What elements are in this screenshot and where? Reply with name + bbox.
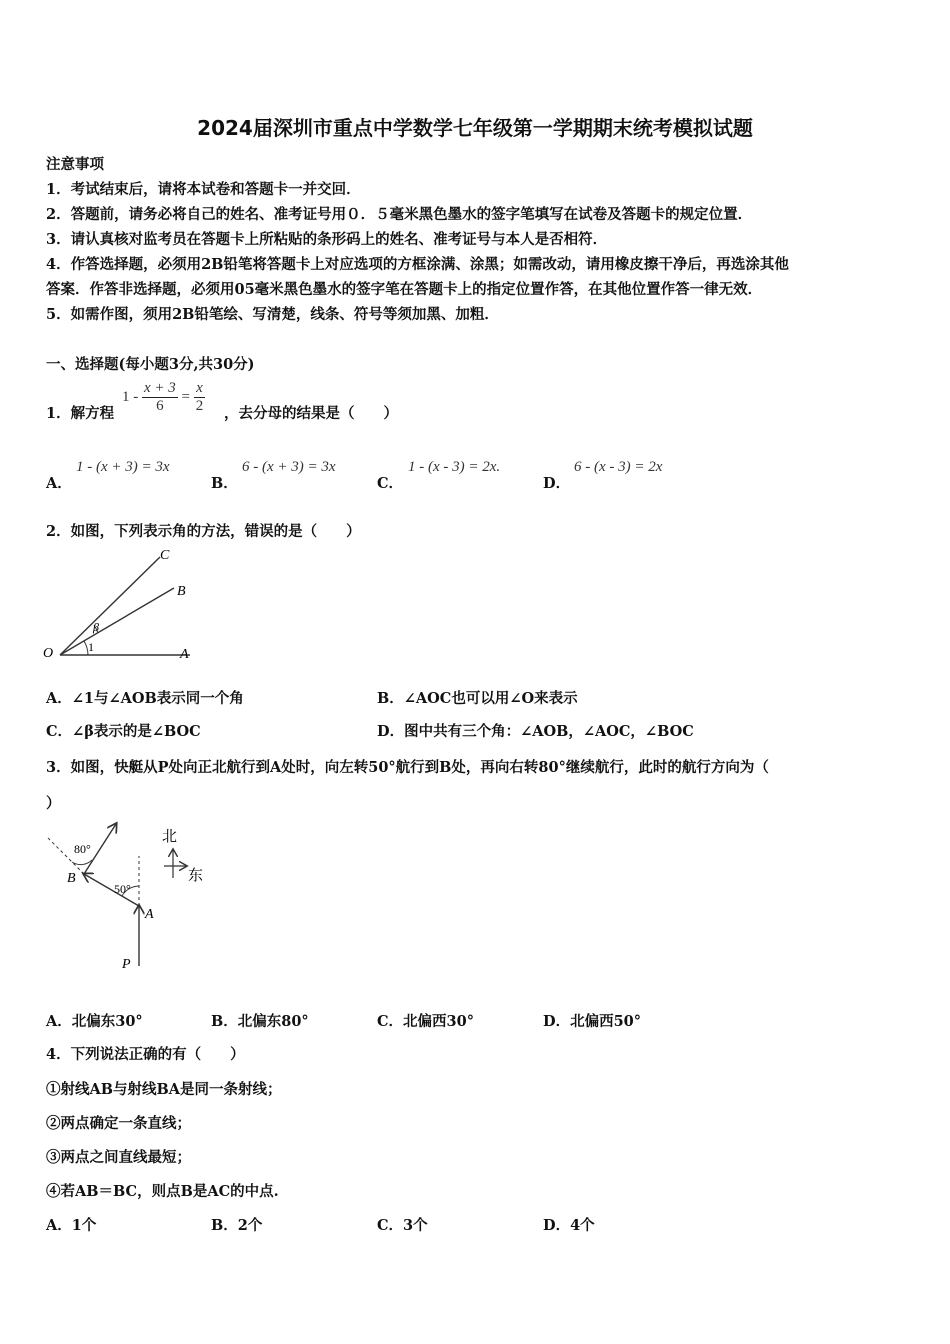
q1-eq-sign: = bbox=[181, 389, 190, 405]
arc-80 bbox=[72, 860, 92, 865]
label-beta: β bbox=[93, 620, 99, 634]
label-b: B bbox=[177, 584, 186, 599]
q2-angle-figure bbox=[40, 545, 200, 667]
q2-option-a: A．∠1与∠AOB表示同一个角 bbox=[46, 690, 244, 707]
label-p: P bbox=[122, 957, 131, 972]
label-o: O bbox=[43, 646, 54, 661]
q1-option-a-label: A． bbox=[46, 475, 72, 492]
q1-option-c-label: C． bbox=[377, 475, 404, 492]
q4-item: ②两点确定一条直线； bbox=[46, 1115, 191, 1132]
q4-option-b: B．2个 bbox=[211, 1217, 263, 1234]
q2-option-b: B．∠AOC也可以用∠O来表示 bbox=[377, 690, 578, 707]
q1-frac1-den: 6 bbox=[156, 398, 164, 414]
q3-option-b: B．北偏东80° bbox=[211, 1013, 309, 1030]
q4-option-c: C．3个 bbox=[377, 1217, 428, 1234]
q3-stem-line2: ） bbox=[46, 795, 61, 812]
q1-option-b-expr: 6 - (x + 3) = 3x bbox=[242, 459, 336, 475]
q3-option-d: D．北偏西50° bbox=[543, 1013, 642, 1030]
notice-item: 5．如需作图，须用2B铅笔绘、写清楚，线条、符号等须加黑、加粗． bbox=[46, 306, 499, 323]
label-80deg: 80° bbox=[74, 842, 91, 856]
label-one: 1 bbox=[88, 640, 94, 654]
label-east: 东 bbox=[188, 868, 204, 884]
q4-stem: 4．下列说法正确的有（ ） bbox=[46, 1046, 245, 1063]
label-c: C bbox=[160, 548, 170, 563]
q1-eq-lhs: 1 - bbox=[122, 389, 139, 405]
q1-frac1-num: x + 3 bbox=[144, 380, 176, 396]
q1-option-b-label: B． bbox=[211, 475, 238, 492]
label-b: B bbox=[67, 871, 76, 886]
q1-option-a-expr: 1 - (x + 3) = 3x bbox=[76, 459, 170, 475]
notice-heading: 注意事项 bbox=[46, 156, 104, 173]
ray-oc bbox=[60, 557, 160, 655]
q1-frac2 bbox=[194, 380, 206, 415]
notice-item: 3．请认真核对监考员在答题卡上所粘贴的条形码上的姓名、准考证号与本人是否相符． bbox=[46, 231, 608, 248]
q3-navigation-figure bbox=[40, 816, 220, 976]
q3-option-a: A．北偏东30° bbox=[46, 1013, 143, 1030]
label-a: A bbox=[180, 647, 189, 662]
notice-item: 答案．作答非选择题，必须用05毫米黑色墨水的签字笔在答题卡上的指定位置作答，在其他位置作答一律无效． bbox=[46, 281, 763, 298]
label-50deg: 50° bbox=[114, 882, 131, 896]
notice-item: 4．作答选择题，必须用2B铅笔将答题卡上对应选项的方框涂满、涂黑；如需改动，请用橡皮擦干净后，再选涂其他 bbox=[46, 256, 789, 273]
q3-option-c: C．北偏西30° bbox=[377, 1013, 474, 1030]
q4-item: ④若AB＝BC，则点B是AC的中点. bbox=[46, 1183, 279, 1200]
label-a: A bbox=[145, 907, 154, 922]
notice-item: 2．答题前，请务必将自己的姓名、准考证号用０．５毫米黑色墨水的签字笔填写在试卷及答题卡的规定位置． bbox=[46, 206, 753, 223]
q1-equation bbox=[122, 380, 205, 415]
q1-frac2-num: x bbox=[194, 380, 206, 398]
q4-item: ①射线AB与射线BA是同一条射线； bbox=[46, 1081, 282, 1098]
q1-option-d-expr: 6 - (x - 3) = 2x bbox=[574, 459, 663, 475]
notice-item: 1．考试结束后，请将本试卷和答题卡一并交回． bbox=[46, 181, 361, 198]
q1-frac2-den: 2 bbox=[195, 398, 204, 414]
section-heading: 一、选择题(每小题3分,共30分) bbox=[46, 356, 255, 373]
q2-option-d: D．图中共有三个角：∠AOB，∠AOC，∠BOC bbox=[377, 723, 694, 740]
ray-ob bbox=[60, 588, 174, 655]
q1-prefix: 1．解方程 bbox=[46, 405, 115, 422]
q4-option-a: A．1个 bbox=[46, 1217, 97, 1234]
page-title: 2024届深圳市重点中学数学七年级第一学期期末统考模拟试题 bbox=[197, 116, 753, 140]
q1-option-c-expr: 1 - (x - 3) = 2x. bbox=[408, 459, 501, 475]
q2-stem: 2．如图，下列表示角的方法，错误的是（ ） bbox=[46, 523, 361, 540]
q4-item: ③两点之间直线最短； bbox=[46, 1149, 191, 1166]
q2-option-c: C．∠β表示的是∠BOC bbox=[46, 723, 201, 740]
q1-option-d-label: D． bbox=[543, 475, 571, 492]
q1-frac1 bbox=[142, 380, 178, 415]
q1-suffix: ，去分母的结果是（ ） bbox=[224, 405, 398, 422]
q4-option-d: D．4个 bbox=[543, 1217, 595, 1234]
q3-stem-line1: 3．如图，快艇从P处向正北航行到A处时，向左转50°航行到B处，再向右转80°继续航行，此时的航行方向为（ bbox=[46, 759, 769, 776]
label-north: 北 bbox=[162, 829, 178, 845]
